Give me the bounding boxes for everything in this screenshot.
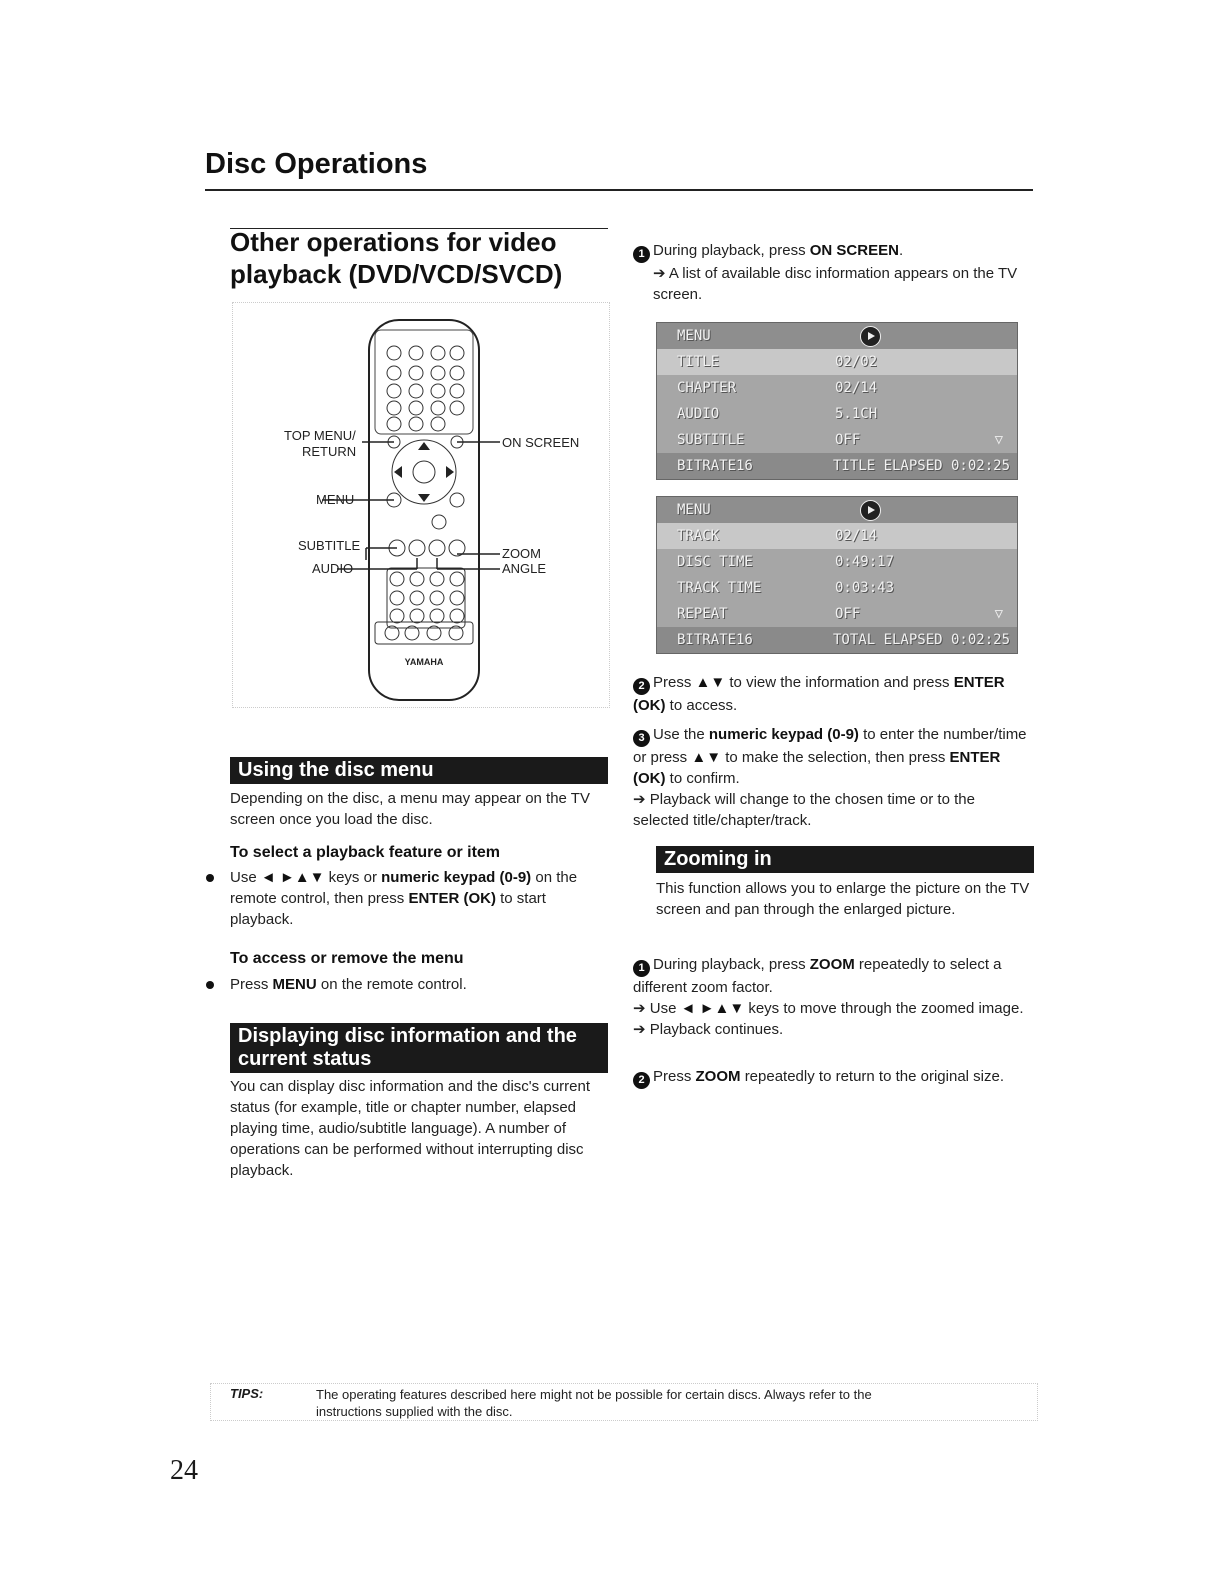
osd-row-label: CHAPTER — [677, 380, 737, 396]
step-3-text-1: Use the — [653, 726, 705, 743]
zoom-step-1-text-1: During playback, press — [653, 956, 806, 973]
callout-audio: AUDIO — [312, 561, 354, 576]
osd-menu-label: MENU — [677, 502, 711, 518]
zooming-in-heading: Zooming in — [656, 846, 1034, 873]
result-arrow-icon: ➔ — [633, 1000, 646, 1017]
access-text-2: on the remote control. — [320, 976, 467, 993]
up-down-arrows-icon: ▲▼ — [695, 674, 726, 691]
osd-row-value: OFF — [835, 606, 861, 622]
page-title: Disc Operations — [205, 148, 428, 180]
osd-elapsed: TOTAL ELAPSED 0:02:25 — [833, 632, 1011, 648]
display-info-heading — [230, 1023, 608, 1073]
zoom-result-text-2: keys to move through the zoomed image. — [748, 1000, 1024, 1017]
disc-play-icon — [860, 500, 881, 521]
select-text-1: Use — [230, 869, 257, 886]
step-1-result-text: A list of available disc information appears on the TV screen. — [653, 265, 1018, 303]
osd-status-row — [657, 627, 1017, 653]
zooming-in-intro: This function allows you to enlarge the picture on the TV screen and pan through the enlarged picture. — [656, 880, 1030, 918]
access-text-1: Press — [230, 976, 269, 993]
step-3-result — [633, 789, 1033, 831]
step-3-text-3: to make the selection, then press — [725, 749, 946, 766]
osd-bitrate: BITRATE16 — [677, 458, 753, 474]
osd-row-label: TITLE — [677, 354, 720, 370]
callout-subtitle: SUBTITLE — [298, 538, 361, 553]
tips-label: TIPS: — [230, 1386, 264, 1401]
display-info-heading-line2: current status — [238, 1048, 372, 1070]
section-title — [230, 226, 608, 290]
zoom-step-2 — [633, 1066, 1033, 1089]
osd-menu-row — [657, 497, 1017, 523]
enter-ok-label: ENTER (OK) — [633, 749, 1001, 787]
on-screen-label: ON SCREEN — [809, 242, 899, 259]
callout-zoom: ZOOM — [502, 546, 541, 561]
menu-label: MENU — [272, 976, 317, 993]
step-number-1: 1 — [633, 246, 650, 263]
numeric-keypad-label: numeric keypad (0-9) — [708, 726, 859, 743]
step-3-enter-number — [633, 724, 1033, 831]
arrow-keys-icon: ◄ ►▲▼ — [680, 1000, 745, 1017]
access-menu-heading: To access or remove the menu — [230, 950, 464, 967]
step-3-text-2: to enter the number/time or press — [633, 726, 1027, 766]
osd-row-label: REPEAT — [677, 606, 728, 622]
zoom-label: ZOOM — [695, 1068, 741, 1085]
select-text-3: on the remote control, then press — [230, 869, 578, 907]
osd-row — [657, 375, 1017, 401]
callout-menu: MENU — [316, 492, 355, 507]
osd-row — [657, 401, 1017, 427]
step-2-text-1: Press — [653, 674, 692, 691]
enter-ok-label: ENTER (OK) — [633, 674, 1005, 714]
osd-row-label: TRACK TIME — [677, 580, 762, 596]
osd-row-label: AUDIO — [677, 406, 720, 422]
disc-play-icon — [860, 326, 881, 347]
osd-row — [657, 523, 1017, 549]
tips-line1: The operating features described here might not be possible for certain discs. Always refer to the — [316, 1387, 872, 1402]
osd-row-value: 02/02 — [835, 354, 878, 370]
zoom-step-2-text-1: Press — [653, 1068, 692, 1085]
step-3-result-text: Playback will change to the chosen time or to the selected title/chapter/track. — [633, 791, 975, 829]
osd-menu-row — [657, 323, 1017, 349]
display-info-heading-line1: Displaying disc information and the — [238, 1025, 577, 1047]
osd-row-value: 0:03:43 — [835, 580, 895, 596]
select-text-2: keys or — [328, 869, 377, 886]
callout-top-menu-line2: RETURN — [302, 444, 357, 459]
osd-row-value: 02/14 — [835, 380, 878, 396]
osd-screen-track — [656, 496, 1018, 654]
zoom-result-text-3: Playback continues. — [649, 1021, 784, 1038]
osd-row-label: TRACK — [677, 528, 720, 544]
osd-elapsed: TITLE ELAPSED 0:02:25 — [833, 458, 1011, 474]
access-menu-bullet — [230, 974, 608, 995]
osd-row — [657, 549, 1017, 575]
osd-row-label: DISC TIME — [677, 554, 753, 570]
osd-status-row — [657, 453, 1017, 479]
bullet-icon — [206, 981, 214, 989]
arrow-keys-icon: ◄ ►▲▼ — [260, 869, 325, 886]
title-divider — [205, 189, 1033, 191]
osd-bitrate: BITRATE16 — [677, 632, 753, 648]
step-number-2: 2 — [633, 1072, 650, 1089]
enter-ok-label: ENTER (OK) — [408, 890, 496, 907]
zoom-result-text-1: Use — [649, 1000, 677, 1017]
result-arrow-icon: ➔ — [653, 265, 666, 282]
osd-row — [657, 575, 1017, 601]
tips-text — [316, 1386, 1036, 1420]
zoom-step-1-result-2 — [633, 1019, 1038, 1040]
osd-menu-label: MENU — [677, 328, 711, 344]
tips-line2: instructions supplied with the disc. — [316, 1404, 513, 1419]
osd-row-value: 0:49:17 — [835, 554, 895, 570]
chevron-down-icon: ▽ — [994, 432, 1003, 448]
select-text-4: to start playback. — [230, 890, 546, 928]
osd-row-label: SUBTITLE — [677, 432, 745, 448]
up-down-arrows-icon: ▲▼ — [691, 749, 722, 766]
step-number-2: 2 — [633, 678, 650, 695]
bullet-icon — [206, 874, 214, 882]
zoom-step-2-text-2: repeatedly to return to the original size. — [744, 1068, 1005, 1085]
step-1-result — [633, 263, 1033, 305]
step-2-text-2: to view the information and press — [729, 674, 950, 691]
remote-brand: YAMAHA — [404, 657, 444, 667]
numeric-keypad-label: numeric keypad (0-9) — [381, 869, 532, 886]
select-feature-bullet — [230, 867, 608, 930]
step-1-period: . — [898, 242, 904, 259]
osd-row-value: 5.1CH — [835, 406, 878, 422]
osd-row-value: 02/14 — [835, 528, 878, 544]
section-title-line1: Other operations for video — [230, 227, 557, 257]
osd-row — [657, 427, 1017, 453]
osd-row — [657, 349, 1017, 375]
osd-row — [657, 601, 1017, 627]
zoom-label: ZOOM — [809, 956, 855, 973]
using-disc-menu-intro: Depending on the disc, a menu may appear on the TV screen once you load the disc. — [230, 790, 590, 828]
step-number-1: 1 — [633, 960, 650, 977]
display-info-body: You can display disc information and the disc's current status (for example, title or chapter number, elapsed playing time, audio/subtitle language). A number of operations can be performed without interrupting disc playback. — [230, 1078, 591, 1179]
step-3-text-4: to confirm. — [669, 770, 740, 787]
page-number: 24 — [170, 1455, 198, 1486]
zoom-step-1-result-1 — [633, 998, 1038, 1019]
zoom-step-1-text-2: repeatedly to select a different zoom factor. — [633, 956, 1002, 996]
chevron-down-icon: ▽ — [994, 606, 1003, 622]
zoom-step-1 — [633, 954, 1038, 1040]
callout-angle: ANGLE — [502, 561, 547, 576]
select-feature-heading: To select a playback feature or item — [230, 844, 501, 861]
step-2-view-info — [633, 672, 1033, 716]
section-title-line2: playback (DVD/VCD/SVCD) — [230, 259, 563, 289]
result-arrow-icon: ➔ — [633, 791, 646, 808]
step-1-text: During playback, press — [653, 242, 806, 259]
osd-row-value: OFF — [835, 432, 861, 448]
step-2-text-3: to access. — [669, 697, 738, 714]
callout-on-screen: ON SCREEN — [502, 435, 580, 450]
using-disc-menu-heading: Using the disc menu — [230, 757, 608, 784]
remote-control-drawing — [232, 302, 608, 706]
result-arrow-icon: ➔ — [633, 1021, 646, 1038]
step-number-3: 3 — [633, 730, 650, 747]
osd-screen-title — [656, 322, 1018, 480]
callout-top-menu — [284, 428, 356, 460]
step-1-on-screen — [633, 240, 1033, 305]
callout-top-menu-line1: TOP MENU/ — [284, 428, 356, 443]
